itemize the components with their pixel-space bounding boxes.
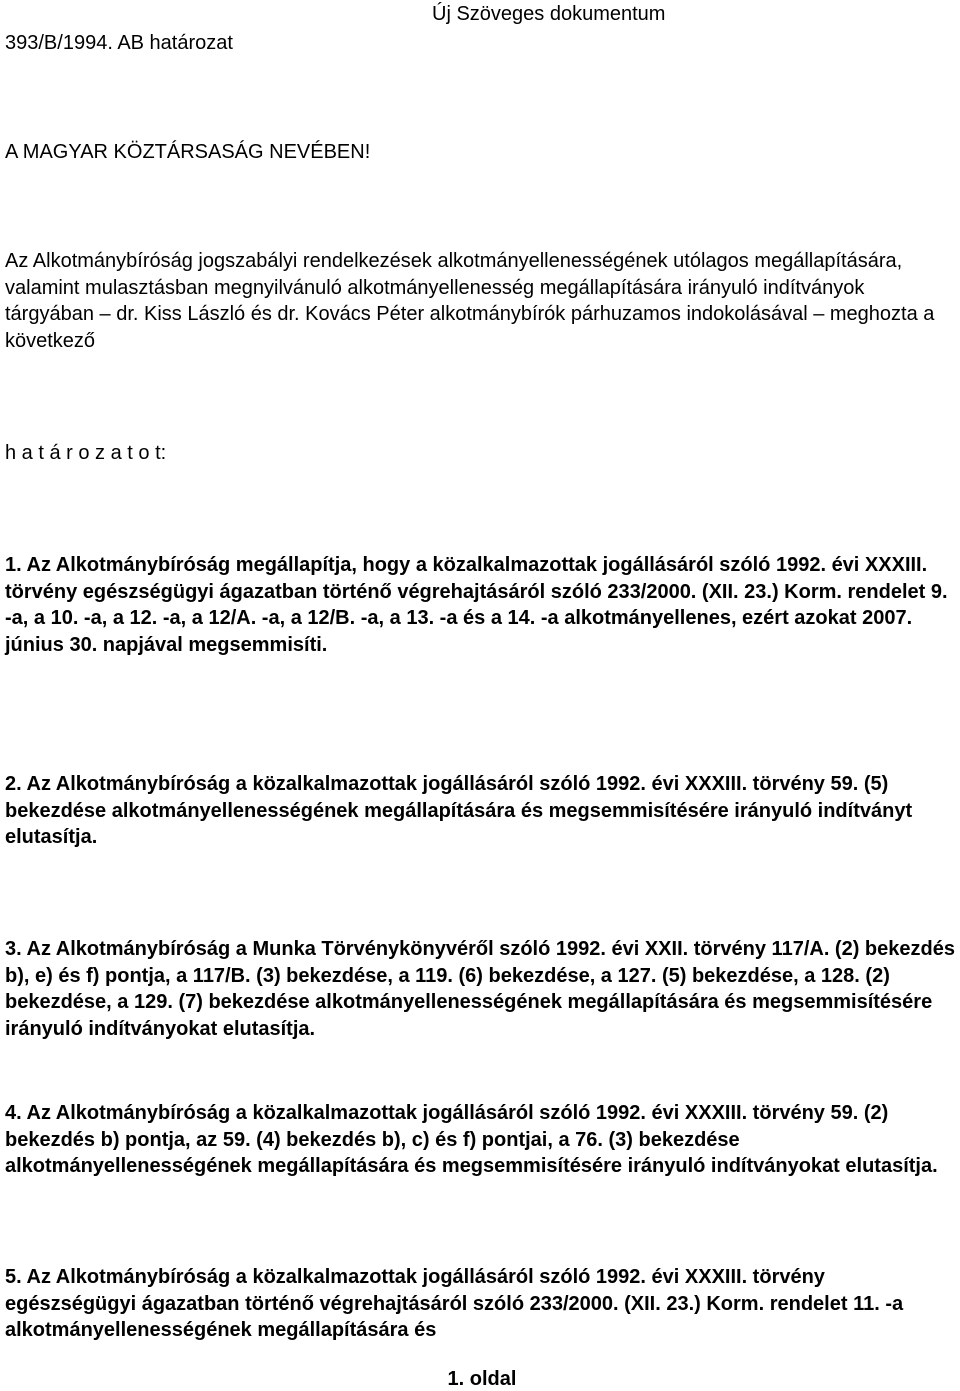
- document-reference: 393/B/1994. AB határozat: [5, 32, 233, 54]
- page-footer: [0, 1367, 960, 1391]
- decision-item-1: 1. Az Alkotmánybíróság megállapítja, hogy a közalkalmazottak jogállásáról szóló 1992. évi XXXIII. törvény egészségügyi ágazatban történő végrehajtásáról szóló 233/2000. (XII. 23.) Korm. rendelet 9. -a, a 10. -a, a 12. -a, a 12/A. -a, a 12/B. -a, a 13. -a és a 14. -a alkotmányellenes, ezért azokat 2007. június 30. napjával megsemmisíti.: [5, 554, 948, 656]
- decision-item-2: 2. Az Alkotmánybíróság a közalkalmazottak jogállásáról szóló 1992. évi XXXIII. törvény 59. (5) bekezdése alkotmányellenességének megállapítására és megsemmisítésére irányuló indítványt elutasítja.: [5, 773, 913, 849]
- intro-paragraph: Az Alkotmánybíróság jogszabályi rendelkezések alkotmányellenességének utólagos megállapítására, valamint mulasztásban megnyilvánuló alkotmányellenesség megállapítására irányuló indítványok tárgyában – dr. Kiss László és dr. Kovács Péter alkotmánybírók párhuzamos indokolásával – meghozta a következő: [5, 250, 935, 352]
- document-title: Új Szöveges dokumentum: [432, 3, 666, 25]
- page-number-label: 1. oldal: [447, 1368, 517, 1390]
- heading: A MAGYAR KÖZTÁRSASÁG NEVÉBEN!: [5, 141, 371, 163]
- decision-item-4: 4. Az Alkotmánybíróság a közalkalmazottak jogállásáról szóló 1992. évi XXXIII. törvény 59. (2) bekezdés b) pontja, az 59. (4) bekezdés b), c) és f) pontjai, a 76. (3) bekezdése alkotmányellenességének megállapítására és megsemmisítésére irányuló indítványokat elutasítja.: [5, 1102, 938, 1178]
- decision-item-5: 5. Az Alkotmánybíróság a közalkalmazottak jogállásáról szóló 1992. évi XXXIII. törvény egészségügyi ágazatban történő végrehajtásáról szóló 233/2000. (XII. 23.) Korm. rendelet 11. -a alkotmányellenességének megállapítására és: [5, 1266, 904, 1342]
- decision-label: h a t á r o z a t o t:: [5, 442, 167, 464]
- decision-item-3: 3. Az Alkotmánybíróság a Munka Törvénykönyvéről szóló 1992. évi XXII. törvény 117/A. (2) bekezdés b), e) és f) pontja, a 117/B. (3) bekezdése, a 119. (6) bekezdése, a 127. (5) bekezdése, a 128. (2) bekezdése, a 129. (7) bekezdése alkotmányellenességének megállapítására és megsemmisítésére irányuló indítványokat elutasítja.: [5, 938, 955, 1040]
